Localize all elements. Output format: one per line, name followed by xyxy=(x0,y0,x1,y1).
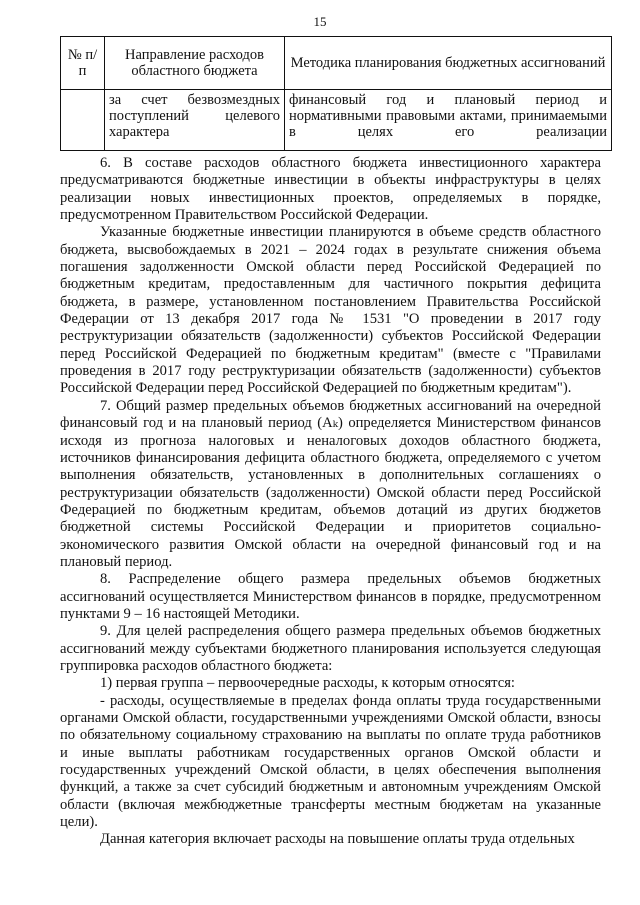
document-body xyxy=(60,155,601,849)
page-number: 15 xyxy=(313,14,327,29)
cell-number xyxy=(61,90,105,151)
header-direction: Направление расходов областного бюджета xyxy=(105,37,285,90)
paragraph-8: 8. Распределение общего размера предельных объемов бюджетных ассигнований осуществляется Министерством финансов в порядке, предусмотренном пунктами 9 – 16 настоящей Методики. xyxy=(60,571,601,622)
paragraph-list-item: - расходы, осуществляемые в пределах фонда оплаты труда государственными органами Омской области, государственными учреждениями Омской области, взносы по обязательному социальному страхованию на выплаты по оплате труда работников и иные выплаты работникам государственных органов Омской области и государственных учреждений Омской области, в целях обеспечения выполнения функций, а также за счет субсидий бюджетным и автономным учреждениям Омской области (включая межбюджетные трансферты местным бюджетам на указанные цели). xyxy=(60,692,601,831)
paragraph-category: Данная категория включает расходы на повышение оплаты труда отдельных xyxy=(100,831,575,848)
paragraph-6: 6. В составе расходов областного бюджета инвестиционного характера предусматриваются бюджетные инвестиции в объекты инфраструктуры в целях реализации новых инвестиционных проектов, определяемых в порядке, предусмотренном Правительством Российской Федерации. xyxy=(60,155,601,224)
budget-table xyxy=(60,36,612,151)
cell-direction: за счет безвозмездных поступлений целевого характера xyxy=(105,90,285,151)
header-number: № п/п xyxy=(61,37,105,90)
paragraph-7: 7. Общий размер предельных объемов бюджетных ассигнований на очередной финансовый год и на плановый период (Aₖ) определяется Министерством финансов исходя из прогноза налоговых и неналоговых доходов областного бюджета, источников финансирования дефицита областного бюджета, определяемого с учетом выполнения обязательств, установленных в дополнительных соглашениях о реструктуризации обязательств (задолженности) Омской области перед Российской Федерацией по бюджетным кредитам, объемов дотаций из других бюджетов бюджетной системы Российской Федерации и приоритетов социально-экономического развития Омской области на очередной финансовый год и на плановый период. xyxy=(60,397,601,570)
table-row xyxy=(61,90,612,151)
paragraph-investments: Указанные бюджетные инвестиции планируются в объеме средств областного бюджета, высвобождаемых в 2021 – 2024 годах в результате снижения объема погашения задолженности Омской области перед Российской Федерацией по бюджетным кредитам, предоставленным для частичного покрытия дефицита бюджета, в размере, установленном постановлением Правительства Российской Федерации от 13 декабря 2017 года № 1531 "О проведении в 2017 году реструктуризации обязательств (задолженности) субъектов Российской Федерации перед Российской Федерацией по бюджетным кредитам" (вместе с "Правилами проведения в 2017 году реструктуризации обязательств (задолженности) субъектов Российской Федерации перед Российской Федерацией по бюджетным кредитам"). xyxy=(60,224,601,397)
table-header-row xyxy=(61,37,612,90)
cell-method: финансовый год и плановый период и нормативными правовыми актами, принимаемыми в целях его реализации xyxy=(285,90,612,151)
paragraph-9: 9. Для целей распределения общего размера предельных объемов бюджетных ассигнований между субъектами бюджетного планирования используется следующая группировка расходов областного бюджета: xyxy=(60,623,601,674)
paragraph-group-1: 1) первая группа – первоочередные расходы, к которым относятся: xyxy=(100,675,515,692)
header-method: Методика планирования бюджетных ассигнований xyxy=(285,37,612,90)
